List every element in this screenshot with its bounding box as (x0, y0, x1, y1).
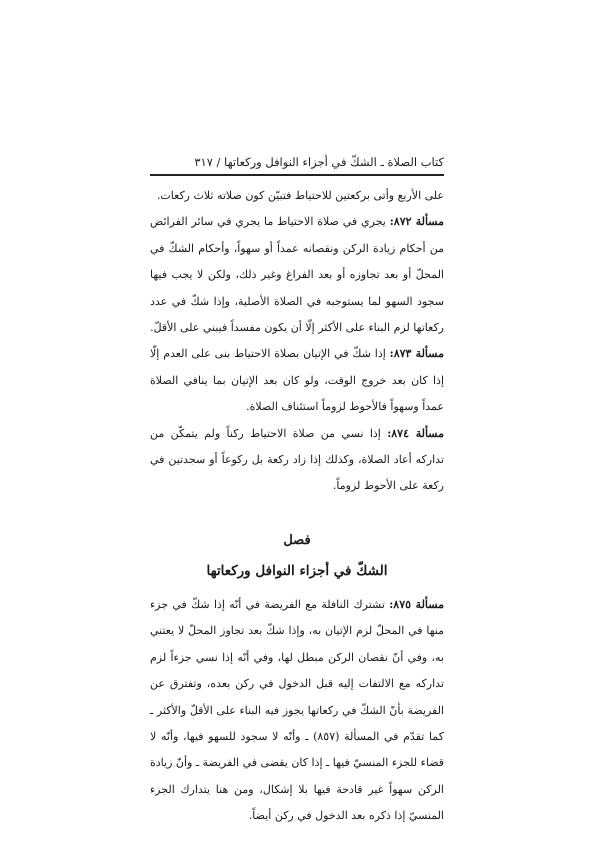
issue-875-paragraph (150, 592, 444, 830)
intro-paragraph (150, 183, 444, 209)
issue-872-label: مسألة ٨٧٢: (389, 215, 445, 229)
header-rule (150, 174, 444, 176)
issue-875-label: مسألة ٨٧٥: (389, 597, 444, 611)
issue-874-paragraph (150, 421, 444, 500)
page-body (150, 183, 444, 830)
running-header (150, 150, 444, 170)
running-header-text: كتاب الصلاة ـ الشكّ في أجزاء النوافل وركعاتها / ٣١٧ (194, 155, 444, 169)
issue-873-text: إذا شكّ في الإتيان بصلاة الاحتياط بنى على العدم إلّا إذا كان بعد خروج الوقت، ولو كان بعد الإتيان بما ينافي الصلاة عمداً وسهواً فالأحوط لزوماً استئناف الصلاة. (150, 347, 444, 414)
issue-874-text: إذا نسي من صلاة الاحتياط ركناً ولم يتمكّن من تداركه أعاد الصلاة، وكذلك إذا زاد ركعة بل ركوعاً أو سجدتين في ركعة على الأحوط لزوماً. (150, 426, 444, 493)
section-heading: فصل (283, 532, 311, 548)
issue-875-text: تشترك النافلة مع الفريضة في أنّه إذا شكّ في جزء منها في المحلّ لزم الإتيان به، وإذا شكّ بعد تجاوز المحلّ لا يعتني به، وفي أنّ نقصان الركن مبطل لها، وفي أنّه إذا نسي جزءاً لزم تداركه مع الالتفات إليه قبل الدخول في ركن بعده، وتفترق عن الفريضة بأنّ الشكّ في ركعاتها يجوز فيه البناء على الأقلّ والأكثر ـ كما تقدّم في المسألة (٨٥٧) ـ وأنّه لا سجود للسهو فيها، وأنّه لا قضاء للجزء المنسيّ فيها ـ إذا كان يقضى في الفريضة ـ وأنّ زيادة الركن سهواً غير قادحة فيها بلا إشكال، ومن هنا يتدارك الجزء المنسيّ إذا ذكره بعد الدخول في ركن أيضاً. (150, 597, 444, 823)
section-subheading: الشكّ في أجزاء النوافل وركعاتها (206, 562, 388, 579)
issue-873-label: مسألة ٨٧٣: (389, 347, 444, 361)
issue-872-paragraph (150, 209, 444, 341)
issue-874-label: مسألة ٨٧٤: (387, 426, 445, 440)
issue-873-paragraph (150, 341, 444, 420)
issue-872-text: يجري في صلاة الاحتياط ما يجري في سائر الفرائض من أحكام زيادة الركن ونقصانه عمداً أو سهواً، وأحكام الشكّ في المحلّ أو بعد تجاوزه أو بعد الفراغ وغير ذلك، ولكن لا يجب فيها سجود السهو لما يستوجبه في الصلاة الأصلية، وإذا شكّ في عدد ركعاتها لزم البناء على الأكثر إلّا أن يكون مفسداً فيبني على الأقلّ. (150, 215, 444, 335)
intro-text: على الأربع وأتى بركعتين للاحتياط فتبيّن كون صلاته ثلاث ركعات. (156, 189, 444, 202)
